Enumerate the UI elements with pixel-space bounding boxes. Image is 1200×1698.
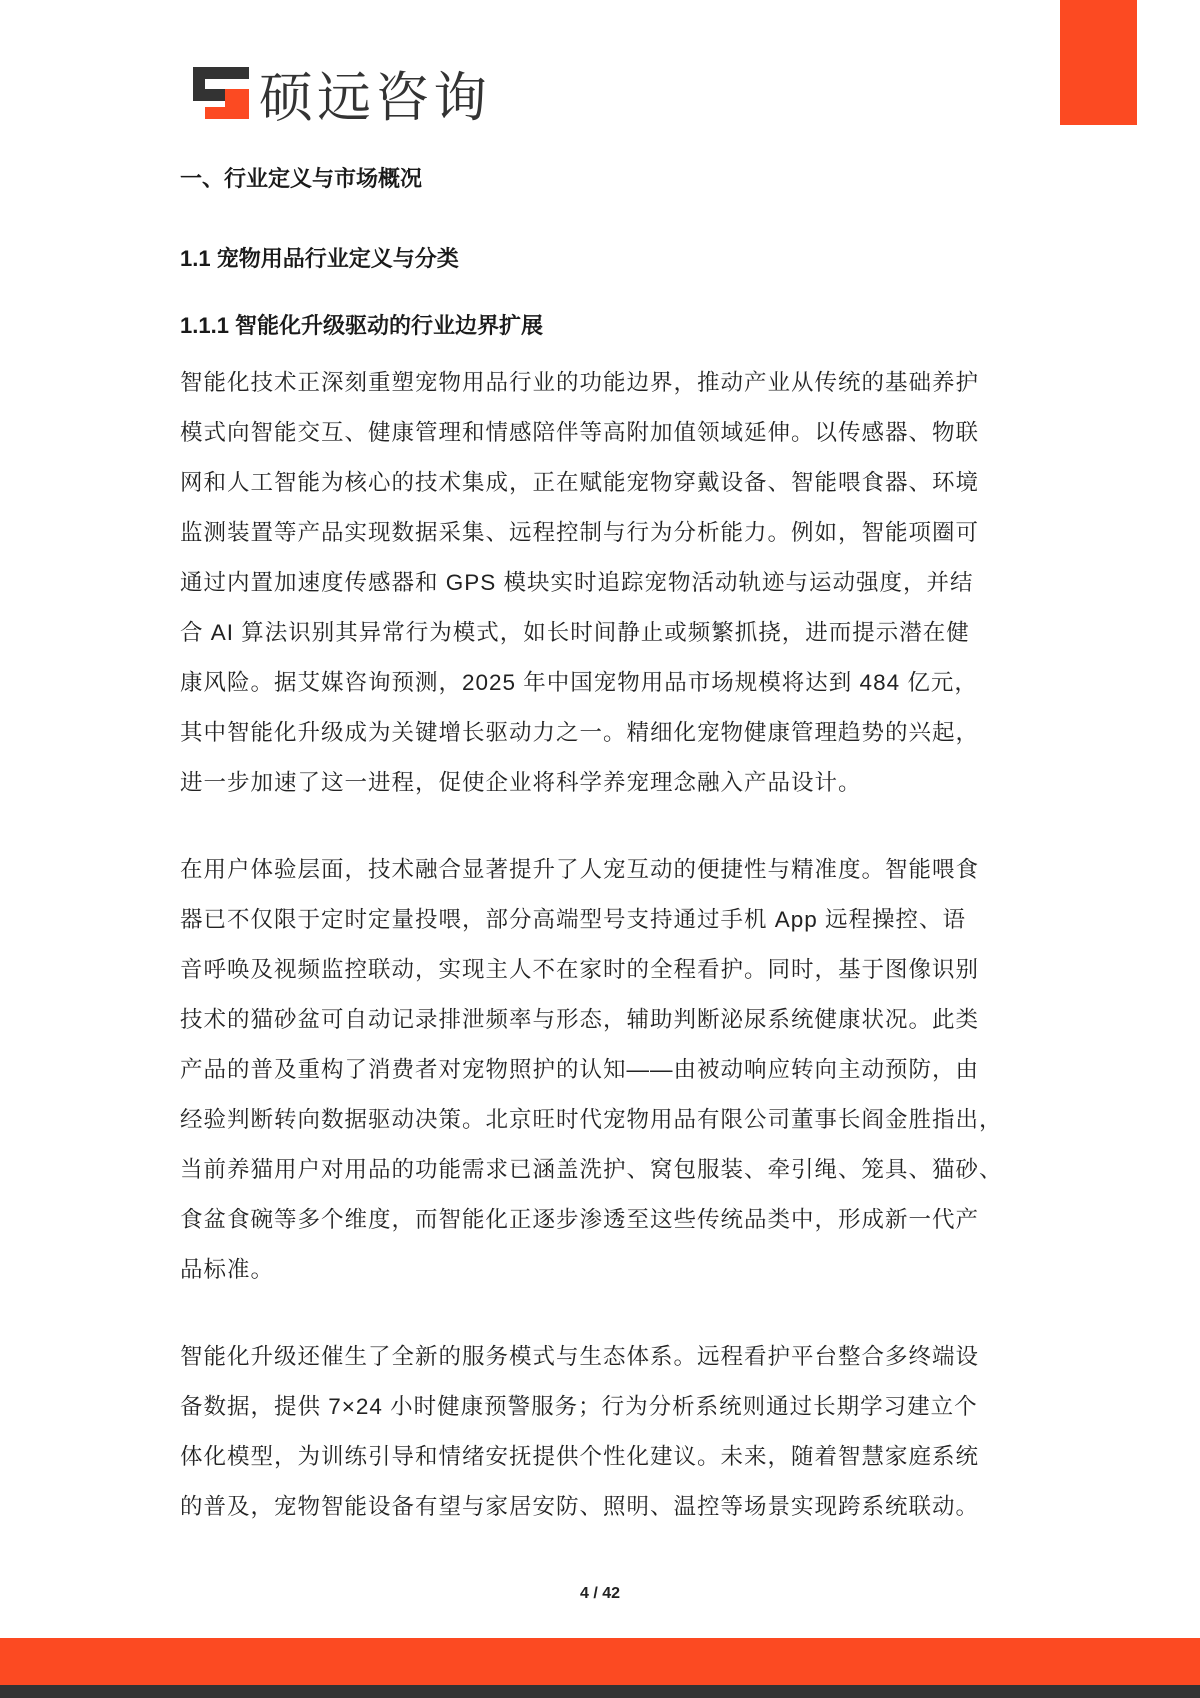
paragraph-3 <box>180 1332 1030 1532</box>
subsubsection-heading: 1.1.1 智能化升级驱动的行业边界扩展 <box>180 313 544 338</box>
paragraph-line: 模式向智能交互、健康管理和情感陪伴等高附加值领域延伸。以传感器、物联 <box>180 420 980 445</box>
paragraph-line: 在用户体验层面，技术融合显著提升了人宠互动的便捷性与精准度。智能喂食 <box>180 857 980 882</box>
brand-name: 硕远咨询 <box>259 67 491 128</box>
paragraph-2 <box>180 845 1030 1295</box>
paragraph-1 <box>180 358 1030 808</box>
paragraph-line: 食盆食碗等多个维度，而智能化正逐步渗透至这些传统品类中，形成新一代产 <box>180 1207 980 1232</box>
paragraph-line: 智能化技术正深刻重塑宠物用品行业的功能边界，推动产业从传统的基础养护 <box>180 370 980 395</box>
subsection-heading: 1.1 宠物用品行业定义与分类 <box>180 246 459 271</box>
paragraph-line: 进一步加速了这一进程，促使企业将科学养宠理念融入产品设计。 <box>180 770 862 795</box>
paragraph-line: 经验判断转向数据驱动决策。北京旺时代宠物用品有限公司董事长阎金胜指出， <box>180 1107 1003 1132</box>
paragraph-line: 备数据，提供 7×24 小时健康预警服务；行为分析系统则通过长期学习建立个 <box>180 1394 978 1419</box>
brand-logo <box>193 62 491 128</box>
paragraph-line: 康风险。据艾媒咨询预测，2025 年中国宠物用品市场规模将达到 484 亿元， <box>180 670 978 695</box>
paragraph-line: 网和人工智能为核心的技术集成，正在赋能宠物穿戴设备、智能喂食器、环境 <box>180 470 980 495</box>
paragraph-line: 技术的猫砂盆可自动记录排泄频率与形态，辅助判断泌尿系统健康状况。此类 <box>180 1007 980 1032</box>
logo-mark-icon <box>193 67 249 119</box>
paragraph-line: 通过内置加速度传感器和 GPS 模块实时追踪宠物活动轨迹与运动强度，并结 <box>180 570 974 595</box>
paragraph-line: 当前养猫用户对用品的功能需求已涵盖洗护、窝包服装、牵引绳、笼具、猫砂、 <box>180 1157 1003 1182</box>
paragraph-line: 的普及，宠物智能设备有望与家居安防、照明、温控等场景实现跨系统联动。 <box>180 1494 980 1519</box>
paragraph-line: 合 AI 算法识别其异常行为模式，如长时间静止或频繁抓挠，进而提示潜在健 <box>180 620 970 645</box>
page-number: 4 / 42 <box>579 1585 621 1602</box>
paragraph-line: 品标准。 <box>180 1257 275 1282</box>
paragraph-line: 监测装置等产品实现数据采集、远程控制与行为分析能力。例如，智能项圈可 <box>180 520 980 545</box>
footer-bar <box>0 1638 1200 1685</box>
paragraph-line: 器已不仅限于定时定量投喂，部分高端型号支持通过手机 App 远程操控、语 <box>180 907 967 932</box>
footer-dark-strip <box>0 1685 1200 1698</box>
paragraph-line: 智能化升级还催生了全新的服务模式与生态体系。远程看护平台整合多终端设 <box>180 1344 980 1369</box>
paragraph-line: 体化模型，为训练引导和情绪安抚提供个性化建议。未来，随着智慧家庭系统 <box>180 1444 980 1469</box>
paragraph-line: 产品的普及重构了消费者对宠物照护的认知——由被动响应转向主动预防，由 <box>180 1057 980 1082</box>
paragraph-line: 其中智能化升级成为关键增长驱动力之一。精细化宠物健康管理趋势的兴起， <box>180 720 980 745</box>
section-heading: 一、行业定义与市场概况 <box>180 166 423 191</box>
paragraph-line: 音呼唤及视频监控联动，实现主人不在家时的全程看护。同时，基于图像识别 <box>180 957 980 982</box>
corner-accent <box>1060 0 1137 125</box>
